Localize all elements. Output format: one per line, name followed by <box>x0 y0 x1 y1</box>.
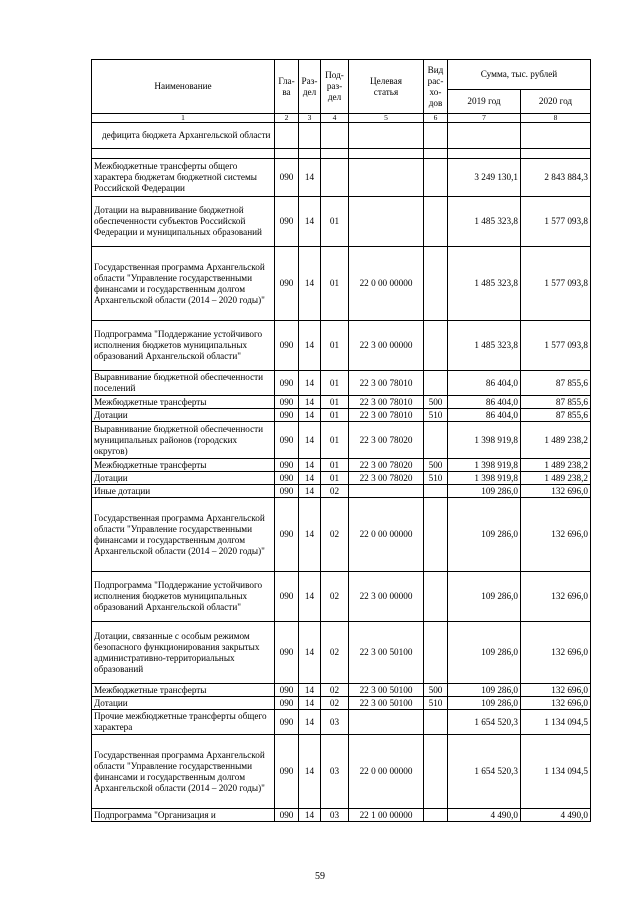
column-number: 5 <box>349 114 424 123</box>
row-sum-2019: 109 286,0 <box>448 498 521 572</box>
row-glava: 090 <box>275 809 299 822</box>
table-row <box>92 197 591 247</box>
row-target-article <box>349 159 424 197</box>
row-sum-2020: 2 843 884,3 <box>521 159 591 197</box>
column-number-row <box>92 114 591 123</box>
row-podrazdel <box>321 149 349 159</box>
table-row <box>92 809 591 822</box>
row-name: Государственная программа Архангельской области "Управление государственными финансами и государственным долгом Архангельской области (2014 – 2020 годы)" <box>92 498 275 572</box>
table-row <box>92 684 591 697</box>
row-glava: 090 <box>275 247 299 321</box>
row-glava: 090 <box>275 371 299 396</box>
row-expense-type <box>424 485 448 498</box>
row-sum-2019: 3 249 130,1 <box>448 159 521 197</box>
row-expense-type: 500 <box>424 459 448 472</box>
row-sum-2019: 109 286,0 <box>448 485 521 498</box>
row-razdel: 14 <box>299 572 321 622</box>
header-podrazdel: Под- раз- дел <box>321 60 349 114</box>
row-target-article <box>349 149 424 159</box>
row-podrazdel: 01 <box>321 247 349 321</box>
table-row <box>92 472 591 485</box>
row-glava: 090 <box>275 197 299 247</box>
row-glava: 090 <box>275 684 299 697</box>
row-glava: 090 <box>275 485 299 498</box>
row-podrazdel: 01 <box>321 459 349 472</box>
row-expense-type <box>424 123 448 149</box>
row-name: Дотации на выравнивание бюджетной обеспеченности субъектов Российской Федерации и муниципальных образований <box>92 197 275 247</box>
row-sum-2019 <box>448 149 521 159</box>
row-expense-type: 500 <box>424 396 448 409</box>
row-sum-2020: 4 490,0 <box>521 809 591 822</box>
row-expense-type: 500 <box>424 684 448 697</box>
row-target-article: 22 0 00 00000 <box>349 735 424 809</box>
row-sum-2019: 1 398 919,8 <box>448 472 521 485</box>
row-razdel: 14 <box>299 396 321 409</box>
row-sum-2019: 109 286,0 <box>448 697 521 710</box>
row-name: Межбюджетные трансферты общего характера бюджетам бюджетной системы Российской Федерации <box>92 159 275 197</box>
row-glava: 090 <box>275 321 299 371</box>
row-razdel: 14 <box>299 409 321 422</box>
row-podrazdel <box>321 159 349 197</box>
row-sum-2020: 132 696,0 <box>521 622 591 684</box>
row-sum-2019: 1 485 323,8 <box>448 247 521 321</box>
column-number: 8 <box>521 114 591 123</box>
row-sum-2019: 86 404,0 <box>448 409 521 422</box>
row-podrazdel: 02 <box>321 622 349 684</box>
row-expense-type <box>424 809 448 822</box>
row-sum-2020: 1 489 238,2 <box>521 422 591 459</box>
row-razdel: 14 <box>299 197 321 247</box>
row-sum-2020: 132 696,0 <box>521 697 591 710</box>
row-razdel: 14 <box>299 684 321 697</box>
row-expense-type: 510 <box>424 697 448 710</box>
row-podrazdel: 01 <box>321 472 349 485</box>
row-podrazdel: 02 <box>321 498 349 572</box>
row-podrazdel: 01 <box>321 422 349 459</box>
row-target-article: 22 3 00 78020 <box>349 422 424 459</box>
row-name: Межбюджетные трансферты <box>92 684 275 697</box>
row-target-article <box>349 710 424 735</box>
row-podrazdel: 03 <box>321 809 349 822</box>
row-expense-type <box>424 572 448 622</box>
row-name: Межбюджетные трансферты <box>92 396 275 409</box>
row-glava: 090 <box>275 472 299 485</box>
row-razdel: 14 <box>299 371 321 396</box>
row-target-article: 22 3 00 78020 <box>349 472 424 485</box>
table-row <box>92 485 591 498</box>
header-target-article: Целевая статья <box>349 60 424 114</box>
row-sum-2019 <box>448 123 521 149</box>
row-glava <box>275 149 299 159</box>
row-sum-2019: 86 404,0 <box>448 371 521 396</box>
row-glava: 090 <box>275 409 299 422</box>
row-target-article: 22 3 00 78010 <box>349 409 424 422</box>
table-row <box>92 622 591 684</box>
row-razdel: 14 <box>299 498 321 572</box>
table-row <box>92 572 591 622</box>
table-row <box>92 371 591 396</box>
row-name: Иные дотации <box>92 485 275 498</box>
column-number: 4 <box>321 114 349 123</box>
row-razdel: 14 <box>299 247 321 321</box>
row-sum-2020: 132 696,0 <box>521 498 591 572</box>
row-sum-2019: 1 654 520,3 <box>448 710 521 735</box>
budget-table <box>91 59 591 822</box>
row-name: Подпрограмма "Поддержание устойчивого исполнения бюджетов муниципальных образований Архангельской области" <box>92 572 275 622</box>
header-2019: 2019 год <box>448 90 521 114</box>
row-sum-2020: 1 134 094,5 <box>521 710 591 735</box>
row-expense-type <box>424 735 448 809</box>
row-glava: 090 <box>275 572 299 622</box>
table-header <box>92 60 591 123</box>
row-podrazdel: 02 <box>321 485 349 498</box>
row-sum-2020: 132 696,0 <box>521 572 591 622</box>
row-sum-2020: 1 577 093,8 <box>521 321 591 371</box>
row-expense-type <box>424 622 448 684</box>
row-podrazdel: 02 <box>321 572 349 622</box>
column-number: 2 <box>275 114 299 123</box>
row-name: Дотации <box>92 697 275 710</box>
table-row <box>92 247 591 321</box>
row-razdel: 14 <box>299 459 321 472</box>
row-name: Государственная программа Архангельской области "Управление государственными финансами и государственным долгом Архангельской области (2014 – 2020 годы)" <box>92 247 275 321</box>
row-sum-2019: 109 286,0 <box>448 684 521 697</box>
row-razdel: 14 <box>299 485 321 498</box>
row-name: дефицита бюджета Архангельской области <box>92 123 275 149</box>
table-row <box>92 149 591 159</box>
row-podrazdel <box>321 123 349 149</box>
row-glava: 090 <box>275 622 299 684</box>
row-razdel: 14 <box>299 321 321 371</box>
row-target-article <box>349 485 424 498</box>
row-expense-type <box>424 149 448 159</box>
row-podrazdel: 02 <box>321 684 349 697</box>
row-razdel: 14 <box>299 622 321 684</box>
row-sum-2020 <box>521 123 591 149</box>
row-sum-2019: 109 286,0 <box>448 622 521 684</box>
header-2020: 2020 год <box>521 90 591 114</box>
row-expense-type <box>424 321 448 371</box>
row-target-article: 22 3 00 00000 <box>349 572 424 622</box>
row-expense-type <box>424 247 448 321</box>
header-sum: Сумма, тыс. рублей <box>448 60 591 90</box>
row-name: Подпрограмма "Организация и <box>92 809 275 822</box>
row-sum-2020: 1 134 094,5 <box>521 735 591 809</box>
table-row <box>92 409 591 422</box>
row-sum-2019: 1 485 323,8 <box>448 321 521 371</box>
row-podrazdel: 03 <box>321 710 349 735</box>
table-row <box>92 396 591 409</box>
row-expense-type <box>424 422 448 459</box>
row-glava <box>275 123 299 149</box>
row-sum-2020: 132 696,0 <box>521 684 591 697</box>
row-podrazdel: 01 <box>321 197 349 247</box>
row-glava: 090 <box>275 697 299 710</box>
row-sum-2020 <box>521 149 591 159</box>
row-sum-2019: 1 654 520,3 <box>448 735 521 809</box>
header-glava: Гла- ва <box>275 60 299 114</box>
row-glava: 090 <box>275 422 299 459</box>
row-sum-2020: 1 577 093,8 <box>521 247 591 321</box>
row-name: Дотации, связанные с особым режимом безопасного функционирования закрытых административно-территориальных образований <box>92 622 275 684</box>
column-number: 7 <box>448 114 521 123</box>
row-razdel <box>299 149 321 159</box>
row-razdel: 14 <box>299 710 321 735</box>
row-razdel: 14 <box>299 735 321 809</box>
row-razdel: 14 <box>299 422 321 459</box>
row-name: Межбюджетные трансферты <box>92 459 275 472</box>
row-podrazdel: 01 <box>321 409 349 422</box>
table-row <box>92 422 591 459</box>
row-name: Дотации <box>92 409 275 422</box>
row-target-article: 22 3 00 78010 <box>349 371 424 396</box>
row-name: Дотации <box>92 472 275 485</box>
row-sum-2019: 86 404,0 <box>448 396 521 409</box>
row-expense-type <box>424 498 448 572</box>
table-row <box>92 123 591 149</box>
row-expense-type <box>424 197 448 247</box>
row-expense-type: 510 <box>424 472 448 485</box>
row-sum-2020: 87 855,6 <box>521 409 591 422</box>
row-target-article: 22 3 00 50100 <box>349 684 424 697</box>
row-razdel: 14 <box>299 472 321 485</box>
row-sum-2020: 1 489 238,2 <box>521 472 591 485</box>
row-target-article: 22 3 00 78020 <box>349 459 424 472</box>
table-row <box>92 710 591 735</box>
table-row <box>92 459 591 472</box>
row-glava: 090 <box>275 710 299 735</box>
row-expense-type <box>424 371 448 396</box>
row-razdel <box>299 123 321 149</box>
row-target-article: 22 3 00 00000 <box>349 321 424 371</box>
row-glava: 090 <box>275 735 299 809</box>
table-row <box>92 735 591 809</box>
row-sum-2019: 4 490,0 <box>448 809 521 822</box>
row-podrazdel: 02 <box>321 697 349 710</box>
table-row <box>92 697 591 710</box>
row-expense-type <box>424 159 448 197</box>
row-sum-2019: 109 286,0 <box>448 572 521 622</box>
row-razdel: 14 <box>299 159 321 197</box>
header-razdel: Раз- дел <box>299 60 321 114</box>
row-expense-type <box>424 710 448 735</box>
column-number: 1 <box>92 114 275 123</box>
row-name: Подпрограмма "Поддержание устойчивого исполнения бюджетов муниципальных образований Архангельской области" <box>92 321 275 371</box>
table-row <box>92 498 591 572</box>
row-name: Государственная программа Архангельской области "Управление государственными финансами и государственным долгом Архангельской области (2014 – 2020 годы)" <box>92 735 275 809</box>
row-sum-2019: 1 398 919,8 <box>448 422 521 459</box>
row-glava: 090 <box>275 396 299 409</box>
row-podrazdel: 01 <box>321 396 349 409</box>
header-expense-type: Вид рас- хо- дов <box>424 60 448 114</box>
table-row <box>92 321 591 371</box>
row-podrazdel: 01 <box>321 321 349 371</box>
row-name: Выравнивание бюджетной обеспеченности муниципальных районов (городских округов) <box>92 422 275 459</box>
row-glava: 090 <box>275 498 299 572</box>
row-target-article: 22 3 00 50100 <box>349 622 424 684</box>
row-sum-2020: 1 577 093,8 <box>521 197 591 247</box>
row-name <box>92 149 275 159</box>
column-number: 6 <box>424 114 448 123</box>
row-target-article <box>349 197 424 247</box>
row-podrazdel: 01 <box>321 371 349 396</box>
row-glava: 090 <box>275 459 299 472</box>
row-target-article: 22 1 00 00000 <box>349 809 424 822</box>
header-name: Наименование <box>92 60 275 114</box>
row-sum-2020: 1 489 238,2 <box>521 459 591 472</box>
page-number: 59 <box>315 871 325 882</box>
row-name: Прочие межбюджетные трансферты общего характера <box>92 710 275 735</box>
row-sum-2020: 132 696,0 <box>521 485 591 498</box>
column-number: 3 <box>299 114 321 123</box>
row-sum-2020: 87 855,6 <box>521 371 591 396</box>
table-row <box>92 159 591 197</box>
table-body <box>92 123 591 822</box>
row-target-article <box>349 123 424 149</box>
row-target-article: 22 3 00 50100 <box>349 697 424 710</box>
row-sum-2020: 87 855,6 <box>521 396 591 409</box>
row-name: Выравнивание бюджетной обеспеченности поселений <box>92 371 275 396</box>
row-expense-type: 510 <box>424 409 448 422</box>
row-podrazdel: 03 <box>321 735 349 809</box>
row-sum-2019: 1 398 919,8 <box>448 459 521 472</box>
row-target-article: 22 0 00 00000 <box>349 247 424 321</box>
row-glava: 090 <box>275 159 299 197</box>
row-sum-2019: 1 485 323,8 <box>448 197 521 247</box>
row-razdel: 14 <box>299 809 321 822</box>
row-target-article: 22 0 00 00000 <box>349 498 424 572</box>
row-target-article: 22 3 00 78010 <box>349 396 424 409</box>
row-razdel: 14 <box>299 697 321 710</box>
